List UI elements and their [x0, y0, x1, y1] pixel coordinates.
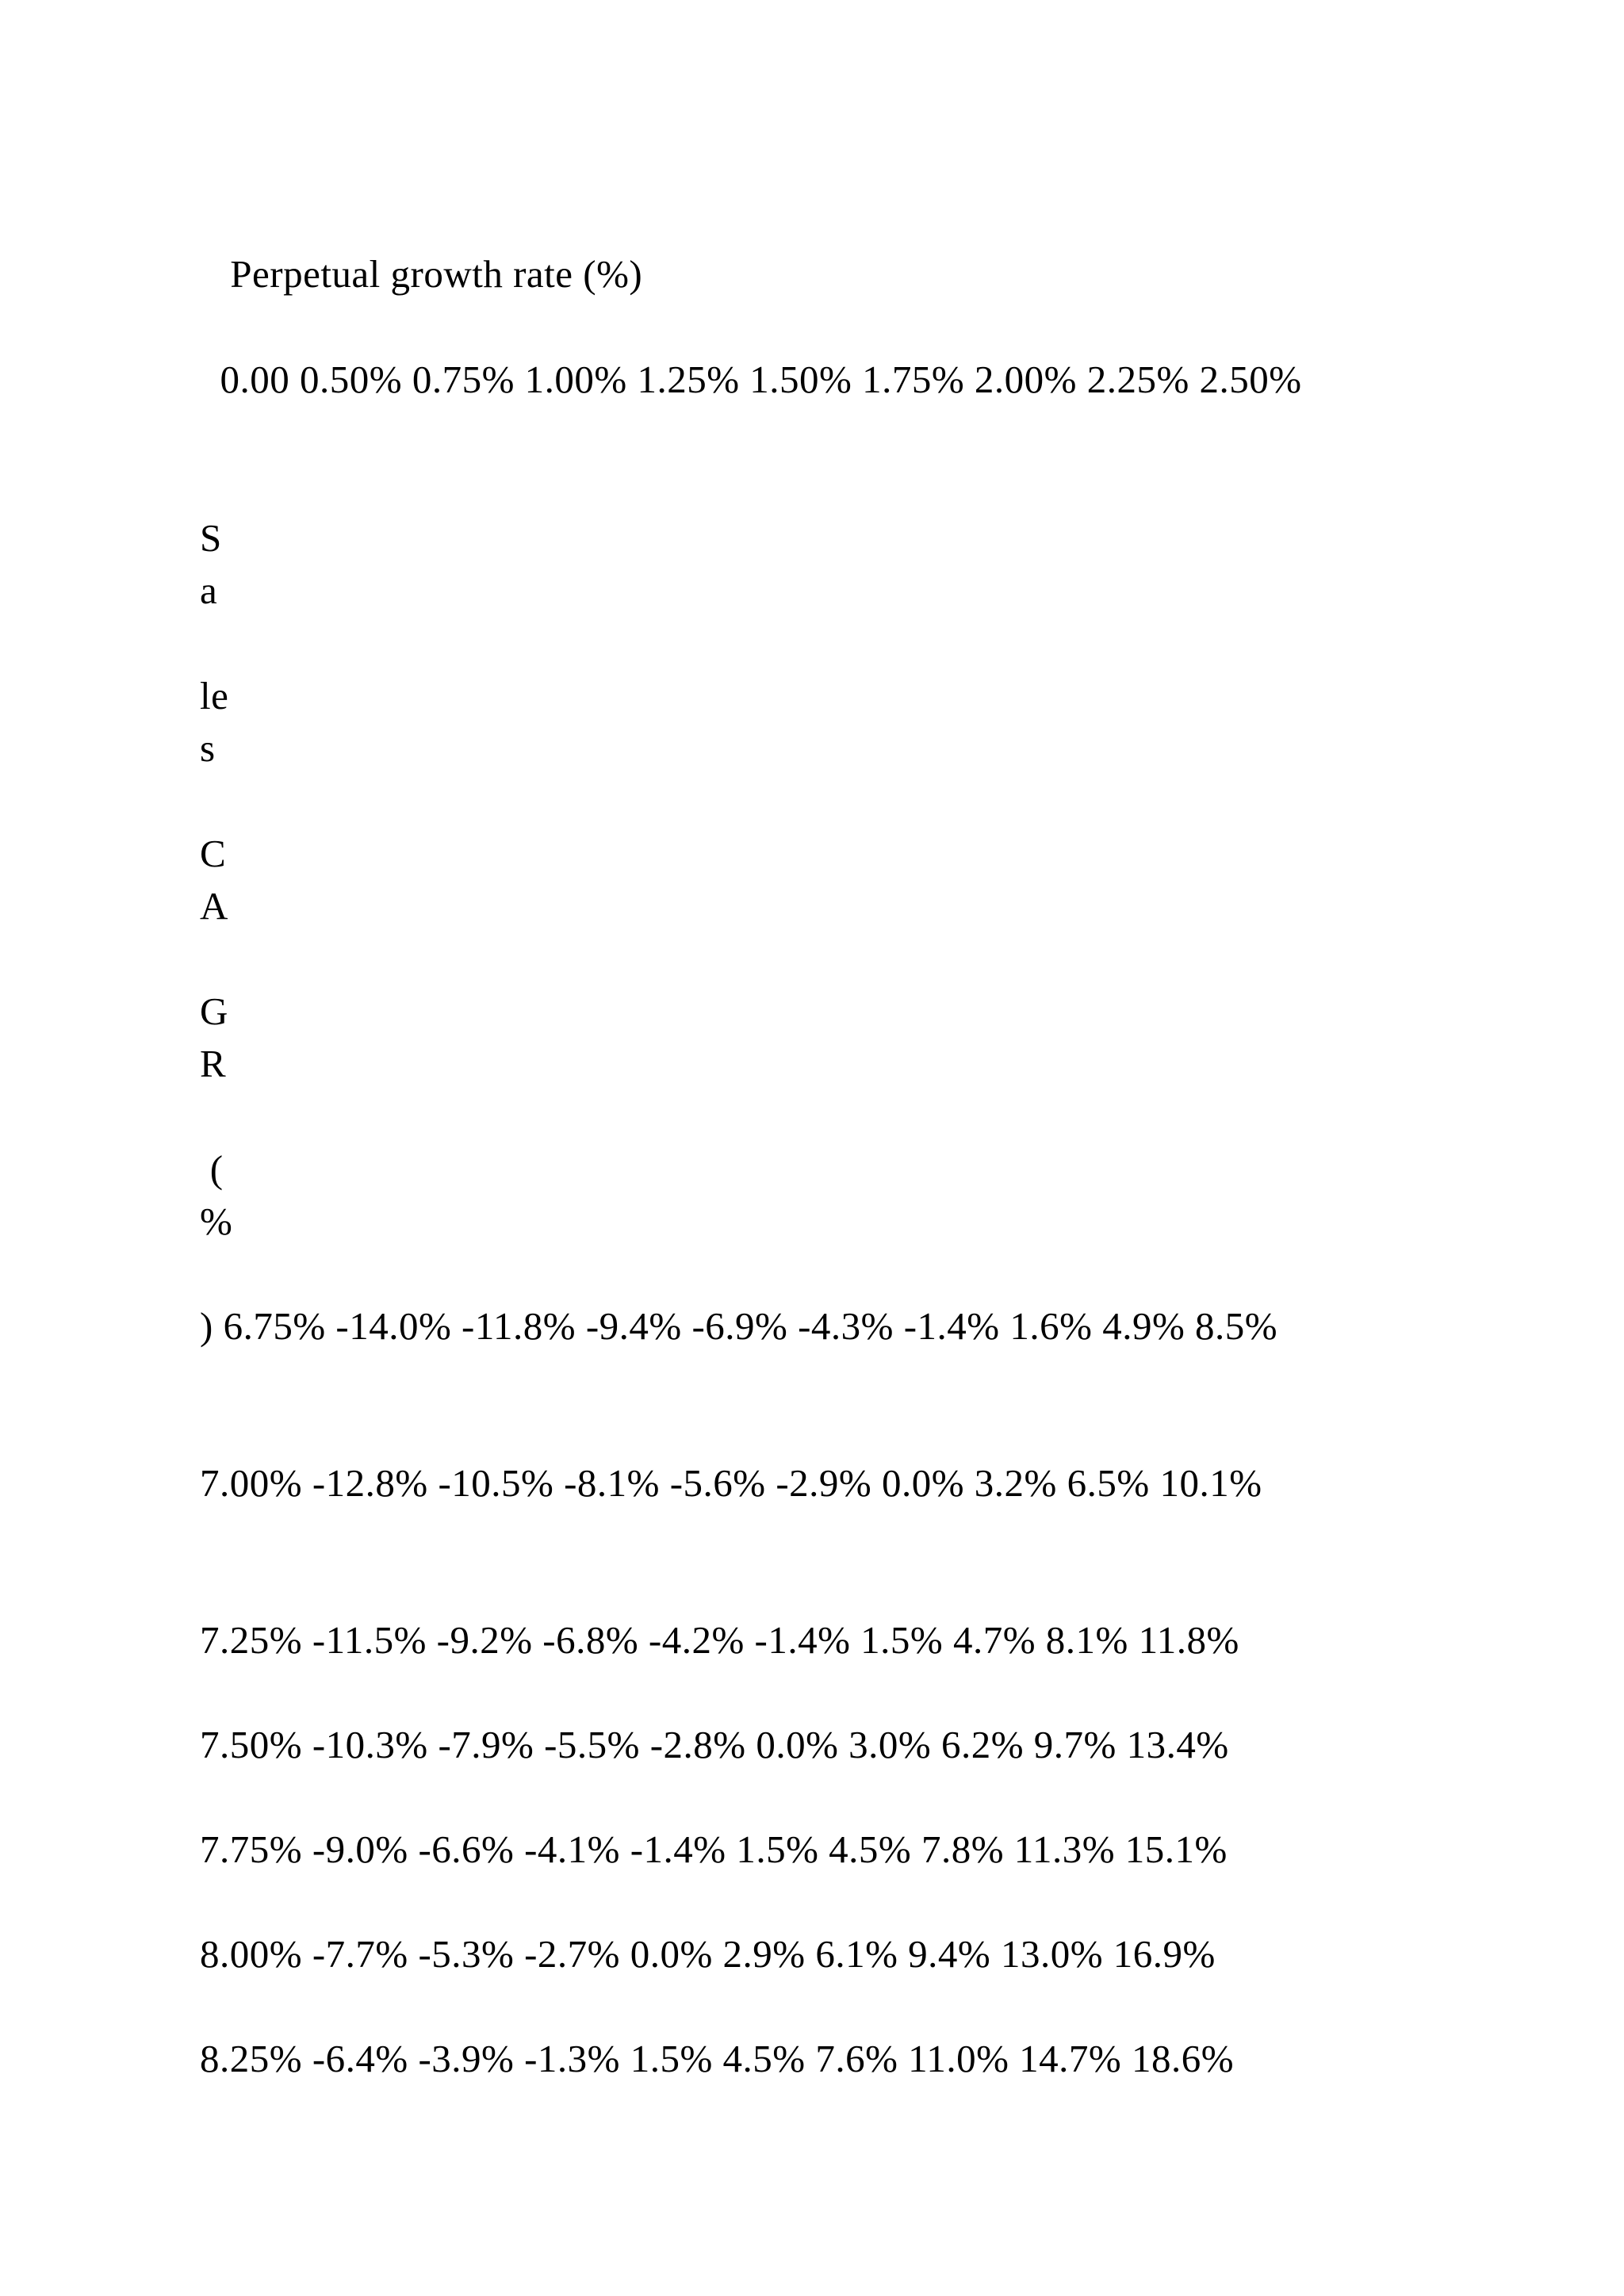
table-row: 8.25% -6.4% -3.9% -1.3% 1.5% 4.5% 7.6% 11.0% 14.7% 18.6%	[200, 2037, 1235, 2080]
vertical-label-line: a	[200, 568, 218, 612]
vertical-label-line: %	[200, 1200, 233, 1243]
table-row: 7.50% -10.3% -7.9% -5.5% -2.8% 0.0% 3.0% 6.2% 9.7% 13.4%	[200, 1723, 1229, 1766]
vertical-label-line: A	[200, 884, 228, 928]
vertical-label-line: R	[200, 1042, 227, 1085]
table-row: 8.00% -7.7% -5.3% -2.7% 0.0% 2.9% 6.1% 9.4% 13.0% 16.9%	[200, 1932, 1216, 1976]
vertical-label-line: S	[200, 516, 222, 560]
header-row: 0.00 0.50% 0.75% 1.00% 1.25% 1.50% 1.75% 2.00% 2.25% 2.50%	[200, 358, 1302, 401]
table-row: 7.25% -11.5% -9.2% -6.8% -4.2% -1.4% 1.5% 4.7% 8.1% 11.8%	[200, 1618, 1239, 1662]
vertical-label-line: (	[200, 1147, 224, 1191]
table-heading: Perpetual growth rate (%)	[200, 252, 643, 296]
table-row: 7.75% -9.0% -6.6% -4.1% -1.4% 1.5% 4.5% 7.8% 11.3% 15.1%	[200, 1827, 1228, 1871]
vertical-label-line: s	[200, 726, 216, 770]
vertical-label-line: C	[200, 832, 227, 875]
table-row: 7.00% -12.8% -10.5% -8.1% -5.6% -2.9% 0.0% 3.2% 6.5% 10.1%	[200, 1461, 1262, 1505]
table-row: ) 6.75% -14.0% -11.8% -9.4% -6.9% -4.3% -1.4% 1.6% 4.9% 8.5%	[200, 1304, 1278, 1348]
vertical-label-line: le	[200, 674, 229, 718]
vertical-label-line: G	[200, 989, 228, 1033]
